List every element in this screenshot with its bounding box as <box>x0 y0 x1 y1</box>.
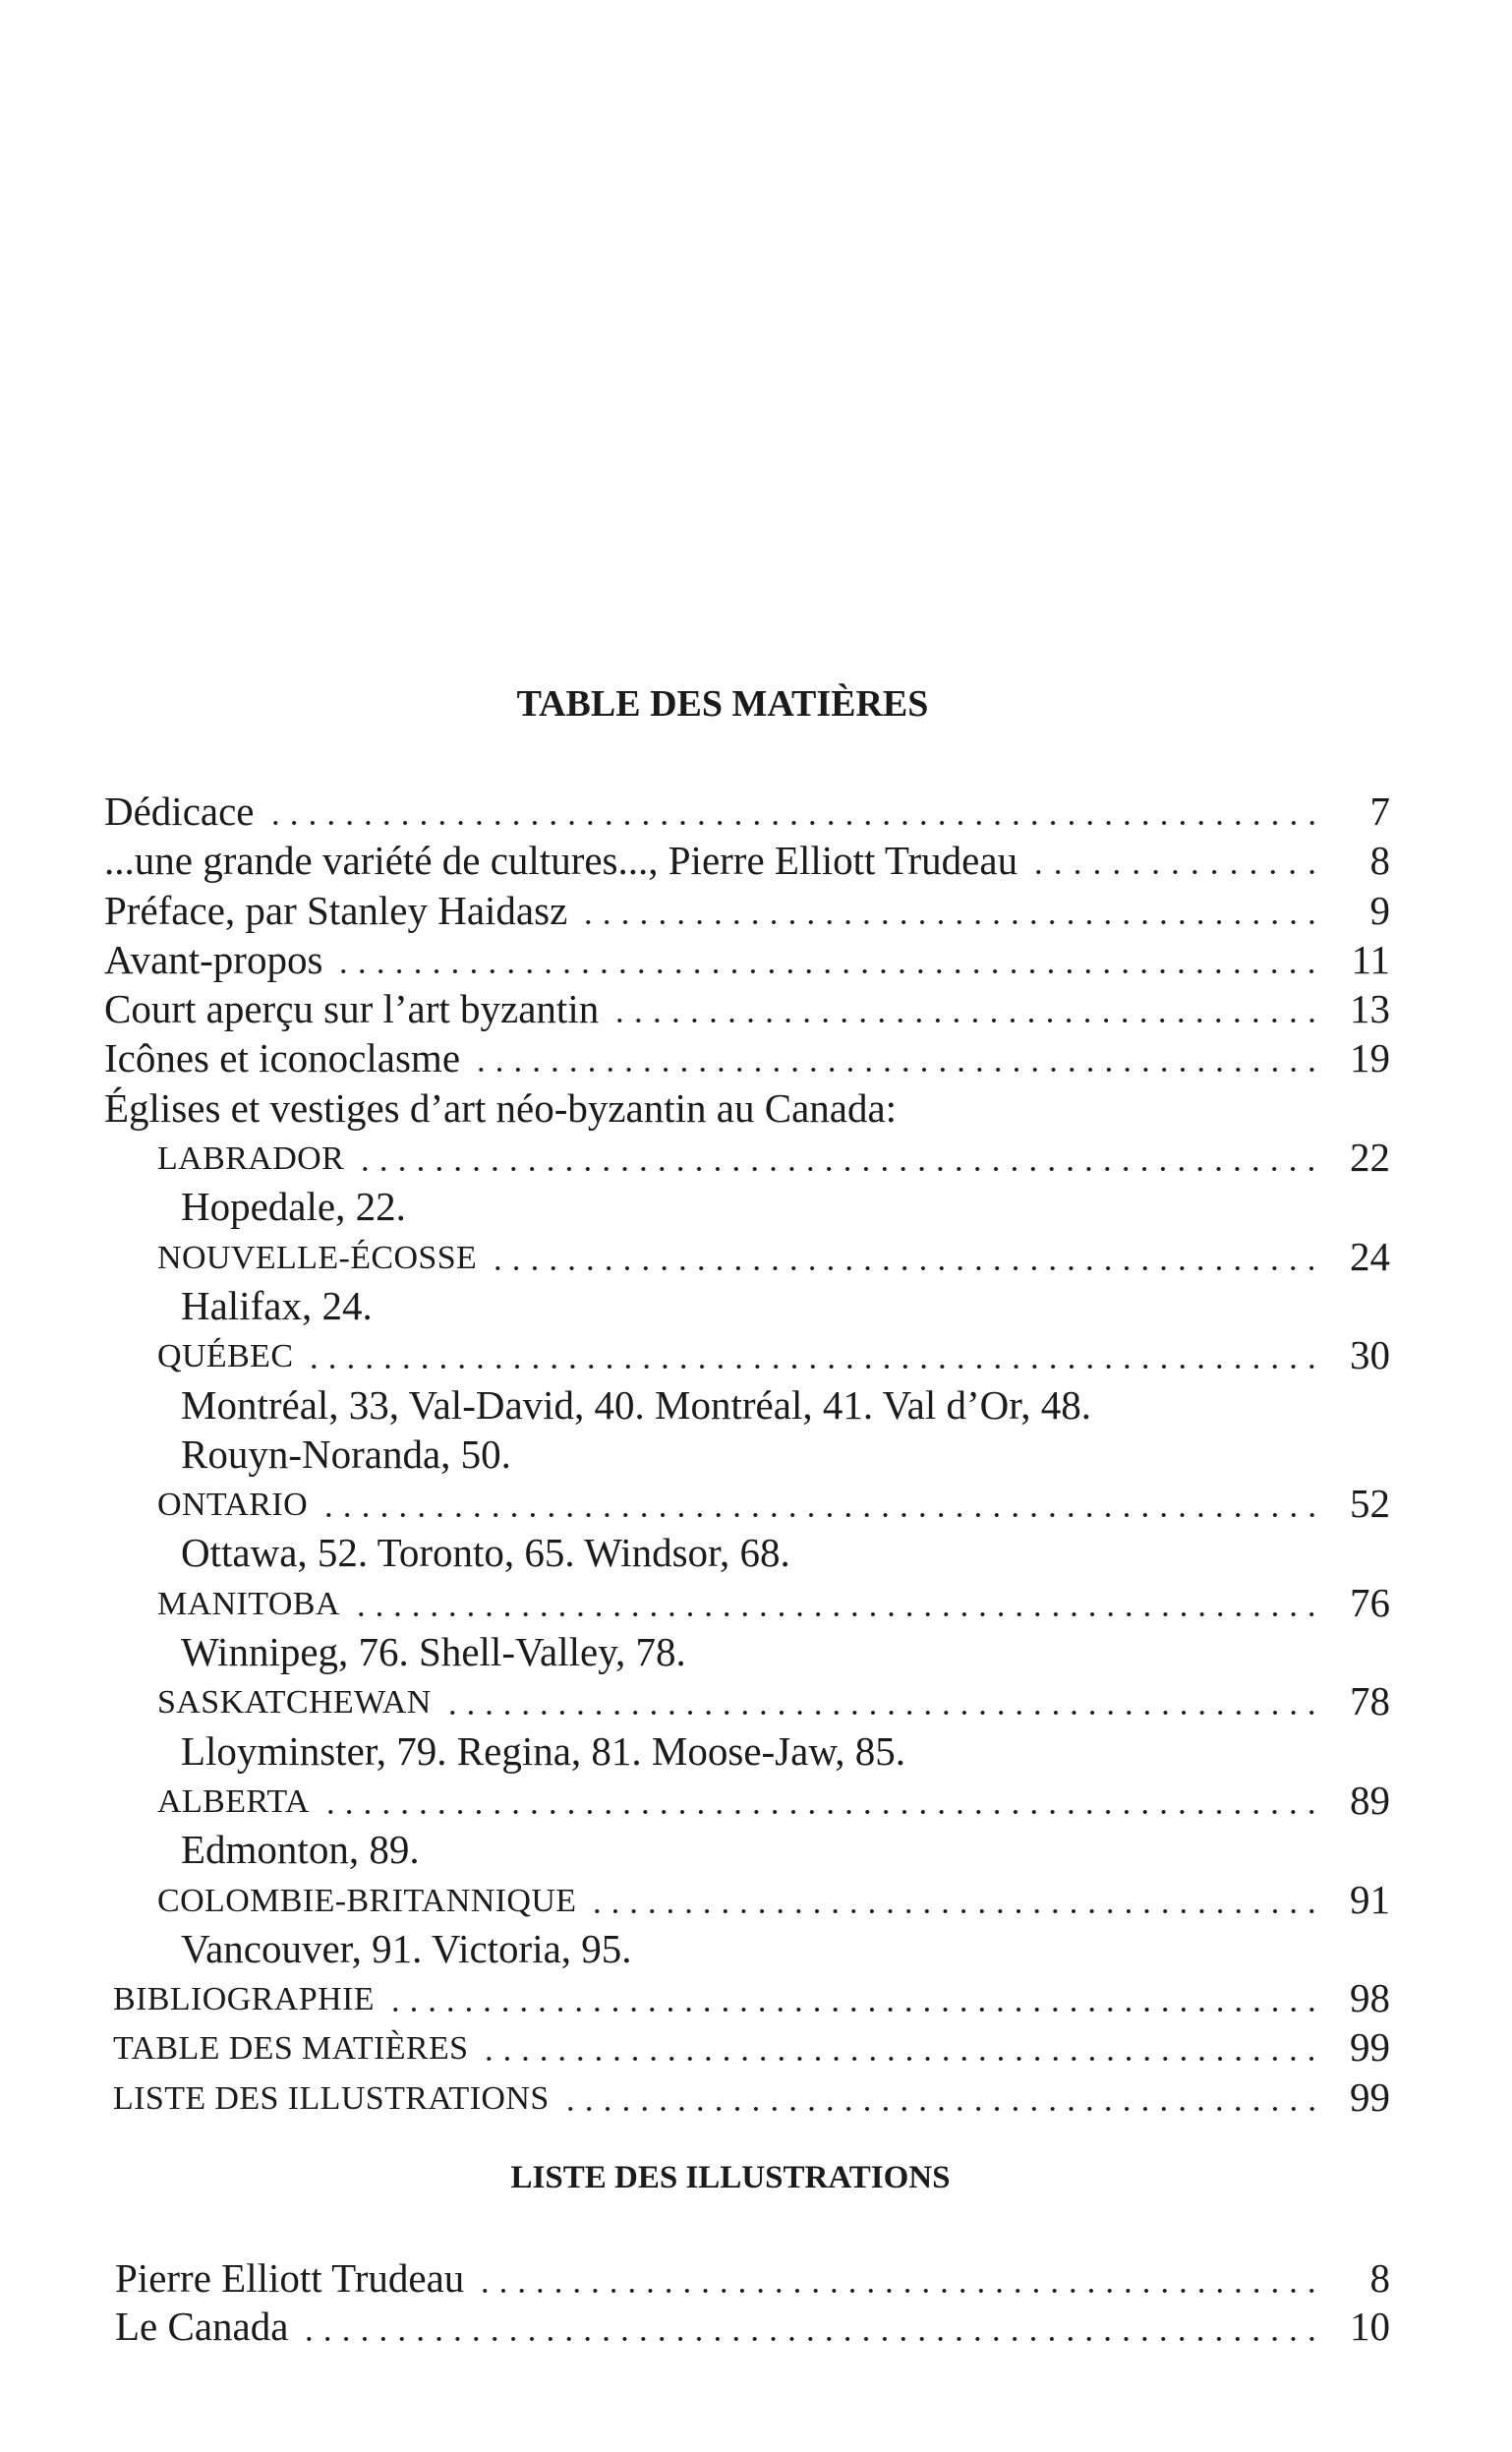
place-line <box>0 1380 1390 1430</box>
toc-entry <box>0 2022 1390 2072</box>
region-page: 91 <box>1350 1876 1390 1922</box>
toc-entry-label: Court aperçu sur l’art byzantin <box>104 986 600 1032</box>
dot-leader <box>611 984 1321 1033</box>
region-label: QUÉBEC <box>157 1338 294 1375</box>
place-text: Vancouver, 91. Victoria, 95. <box>181 1925 632 1971</box>
toc-entry <box>0 1033 1390 1082</box>
dot-leader <box>443 1676 1321 1725</box>
place-line <box>0 1726 1390 1776</box>
region-entry <box>0 1578 1390 1627</box>
dot-leader <box>588 1875 1321 1924</box>
region-label: ALBERTA <box>157 1782 310 1820</box>
region-section <box>0 1133 1512 1232</box>
toc-entry-page: 11 <box>1351 936 1390 982</box>
illustration-label: Pierre Elliott Trudeau <box>115 2255 465 2301</box>
dot-leader <box>579 886 1321 935</box>
place-text: Ottawa, 52. Toronto, 65. Windsor, 68. <box>181 1530 790 1576</box>
toc-entry-page: 99 <box>1350 2024 1390 2071</box>
toc-entry <box>0 1973 1390 2022</box>
section-heading: Églises et vestiges d’art néo-byzantin au Canada: <box>104 1084 898 1131</box>
region-label: SASKATCHEWAN <box>157 1684 432 1722</box>
place-line <box>0 1182 1390 1231</box>
place-line <box>0 1924 1390 1973</box>
place-text: Edmonton, 89. <box>181 1827 420 1873</box>
illustrations-list <box>0 2254 1512 2351</box>
region-section <box>0 1776 1512 1875</box>
toc-entry-page: 7 <box>1369 788 1390 834</box>
region-section <box>0 1578 1512 1677</box>
region-entry <box>0 1875 1390 1924</box>
section-heading-row <box>0 1083 1390 1133</box>
toc-entry-label: Préface, par Stanley Haidasz <box>104 887 568 933</box>
toc-entry <box>0 787 1390 836</box>
toc-entry <box>0 886 1390 935</box>
illustration-entry <box>0 2254 1390 2303</box>
illustration-label: Le Canada <box>115 2304 289 2349</box>
dot-leader <box>352 1578 1321 1627</box>
place-line <box>0 1627 1390 1676</box>
region-label: ONTARIO <box>157 1487 309 1524</box>
place-text: Rouyn-Noranda, 50. <box>181 1430 511 1477</box>
place-line <box>0 1281 1390 1330</box>
region-section <box>0 1232 1512 1331</box>
region-page: 78 <box>1350 1678 1390 1724</box>
region-section <box>0 1479 1512 1578</box>
place-line <box>0 1825 1390 1874</box>
region-page: 24 <box>1350 1233 1390 1279</box>
region-page: 89 <box>1350 1777 1390 1823</box>
dot-leader <box>334 935 1321 984</box>
region-entry <box>0 1776 1390 1825</box>
toc-entry-page: 9 <box>1369 887 1390 933</box>
dot-leader <box>321 1776 1321 1825</box>
toc-entry <box>0 2073 1390 2122</box>
illustration-page: 10 <box>1350 2304 1390 2349</box>
toc-entry <box>0 836 1390 885</box>
region-entry <box>0 1330 1390 1379</box>
place-text: Halifax, 24. <box>181 1282 373 1328</box>
dot-leader <box>472 1033 1321 1082</box>
toc-entry-label: Dédicace <box>104 788 255 834</box>
place-text: Hopedale, 22. <box>181 1184 406 1230</box>
region-page: 22 <box>1350 1135 1390 1181</box>
region-section <box>0 1330 1512 1479</box>
region-section <box>0 1676 1512 1776</box>
region-label: LABRADOR <box>157 1140 345 1178</box>
region-label: COLOMBIE-BRITANNIQUE <box>157 1882 577 1919</box>
region-page: 76 <box>1350 1579 1390 1625</box>
dot-leader <box>480 2022 1321 2072</box>
dot-leader <box>1029 836 1321 885</box>
region-entry <box>0 1133 1390 1182</box>
toc-entry-page: 8 <box>1369 838 1390 884</box>
dot-leader <box>489 1232 1321 1281</box>
illustrations-title: LISTE DES ILLUSTRATIONS <box>510 2160 951 2195</box>
dot-leader <box>320 1479 1321 1528</box>
place-text: Lloyminster, 79. Regina, 81. Moose-Jaw, 85. <box>181 1727 906 1774</box>
toc-entry-page: 13 <box>1350 986 1390 1032</box>
table-of-contents <box>0 787 1512 2122</box>
toc-entry-page: 99 <box>1350 2073 1390 2120</box>
dot-leader <box>356 1133 1321 1182</box>
region-section <box>0 1875 1512 1974</box>
dot-leader <box>386 1973 1321 2022</box>
toc-entry <box>0 935 1390 984</box>
region-entry <box>0 1676 1390 1725</box>
region-page: 30 <box>1350 1332 1390 1378</box>
place-text: Montréal, 33, Val-David, 40. Montréal, 41. Val d’Or, 48. <box>181 1381 1092 1428</box>
place-line <box>0 1430 1390 1479</box>
toc-entry-page: 19 <box>1350 1035 1390 1081</box>
dot-leader <box>305 1330 1321 1379</box>
dot-leader <box>266 787 1322 836</box>
toc-entry-label: Avant-propos <box>104 936 323 982</box>
region-entry <box>0 1232 1390 1281</box>
illustration-entry <box>0 2303 1390 2351</box>
toc-entry-page: 98 <box>1350 1975 1390 2021</box>
region-entry <box>0 1479 1390 1528</box>
toc-entry-label: Icônes et iconoclasme <box>104 1035 461 1081</box>
dot-leader <box>476 2254 1321 2303</box>
toc-title: TABLE DES MATIÈRES <box>516 683 929 725</box>
toc-entry-label: LISTE DES ILLUSTRATIONS <box>113 2079 550 2117</box>
dot-leader <box>300 2303 1321 2351</box>
place-text: Winnipeg, 76. Shell-Valley, 78. <box>181 1629 686 1675</box>
illustration-page: 8 <box>1369 2255 1390 2301</box>
region-label: NOUVELLE-ÉCOSSE <box>157 1239 478 1276</box>
place-line <box>0 1528 1390 1577</box>
toc-entry-label: BIBLIOGRAPHIE <box>113 1981 375 2018</box>
region-page: 52 <box>1350 1481 1390 1527</box>
toc-entry-label: ...une grande variété de cultures..., Pierre Elliott Trudeau <box>104 838 1018 884</box>
region-label: MANITOBA <box>157 1585 340 1622</box>
toc-entry <box>0 984 1390 1033</box>
dot-leader <box>561 2073 1321 2122</box>
toc-entry-label: TABLE DES MATIÈRES <box>113 2030 469 2068</box>
